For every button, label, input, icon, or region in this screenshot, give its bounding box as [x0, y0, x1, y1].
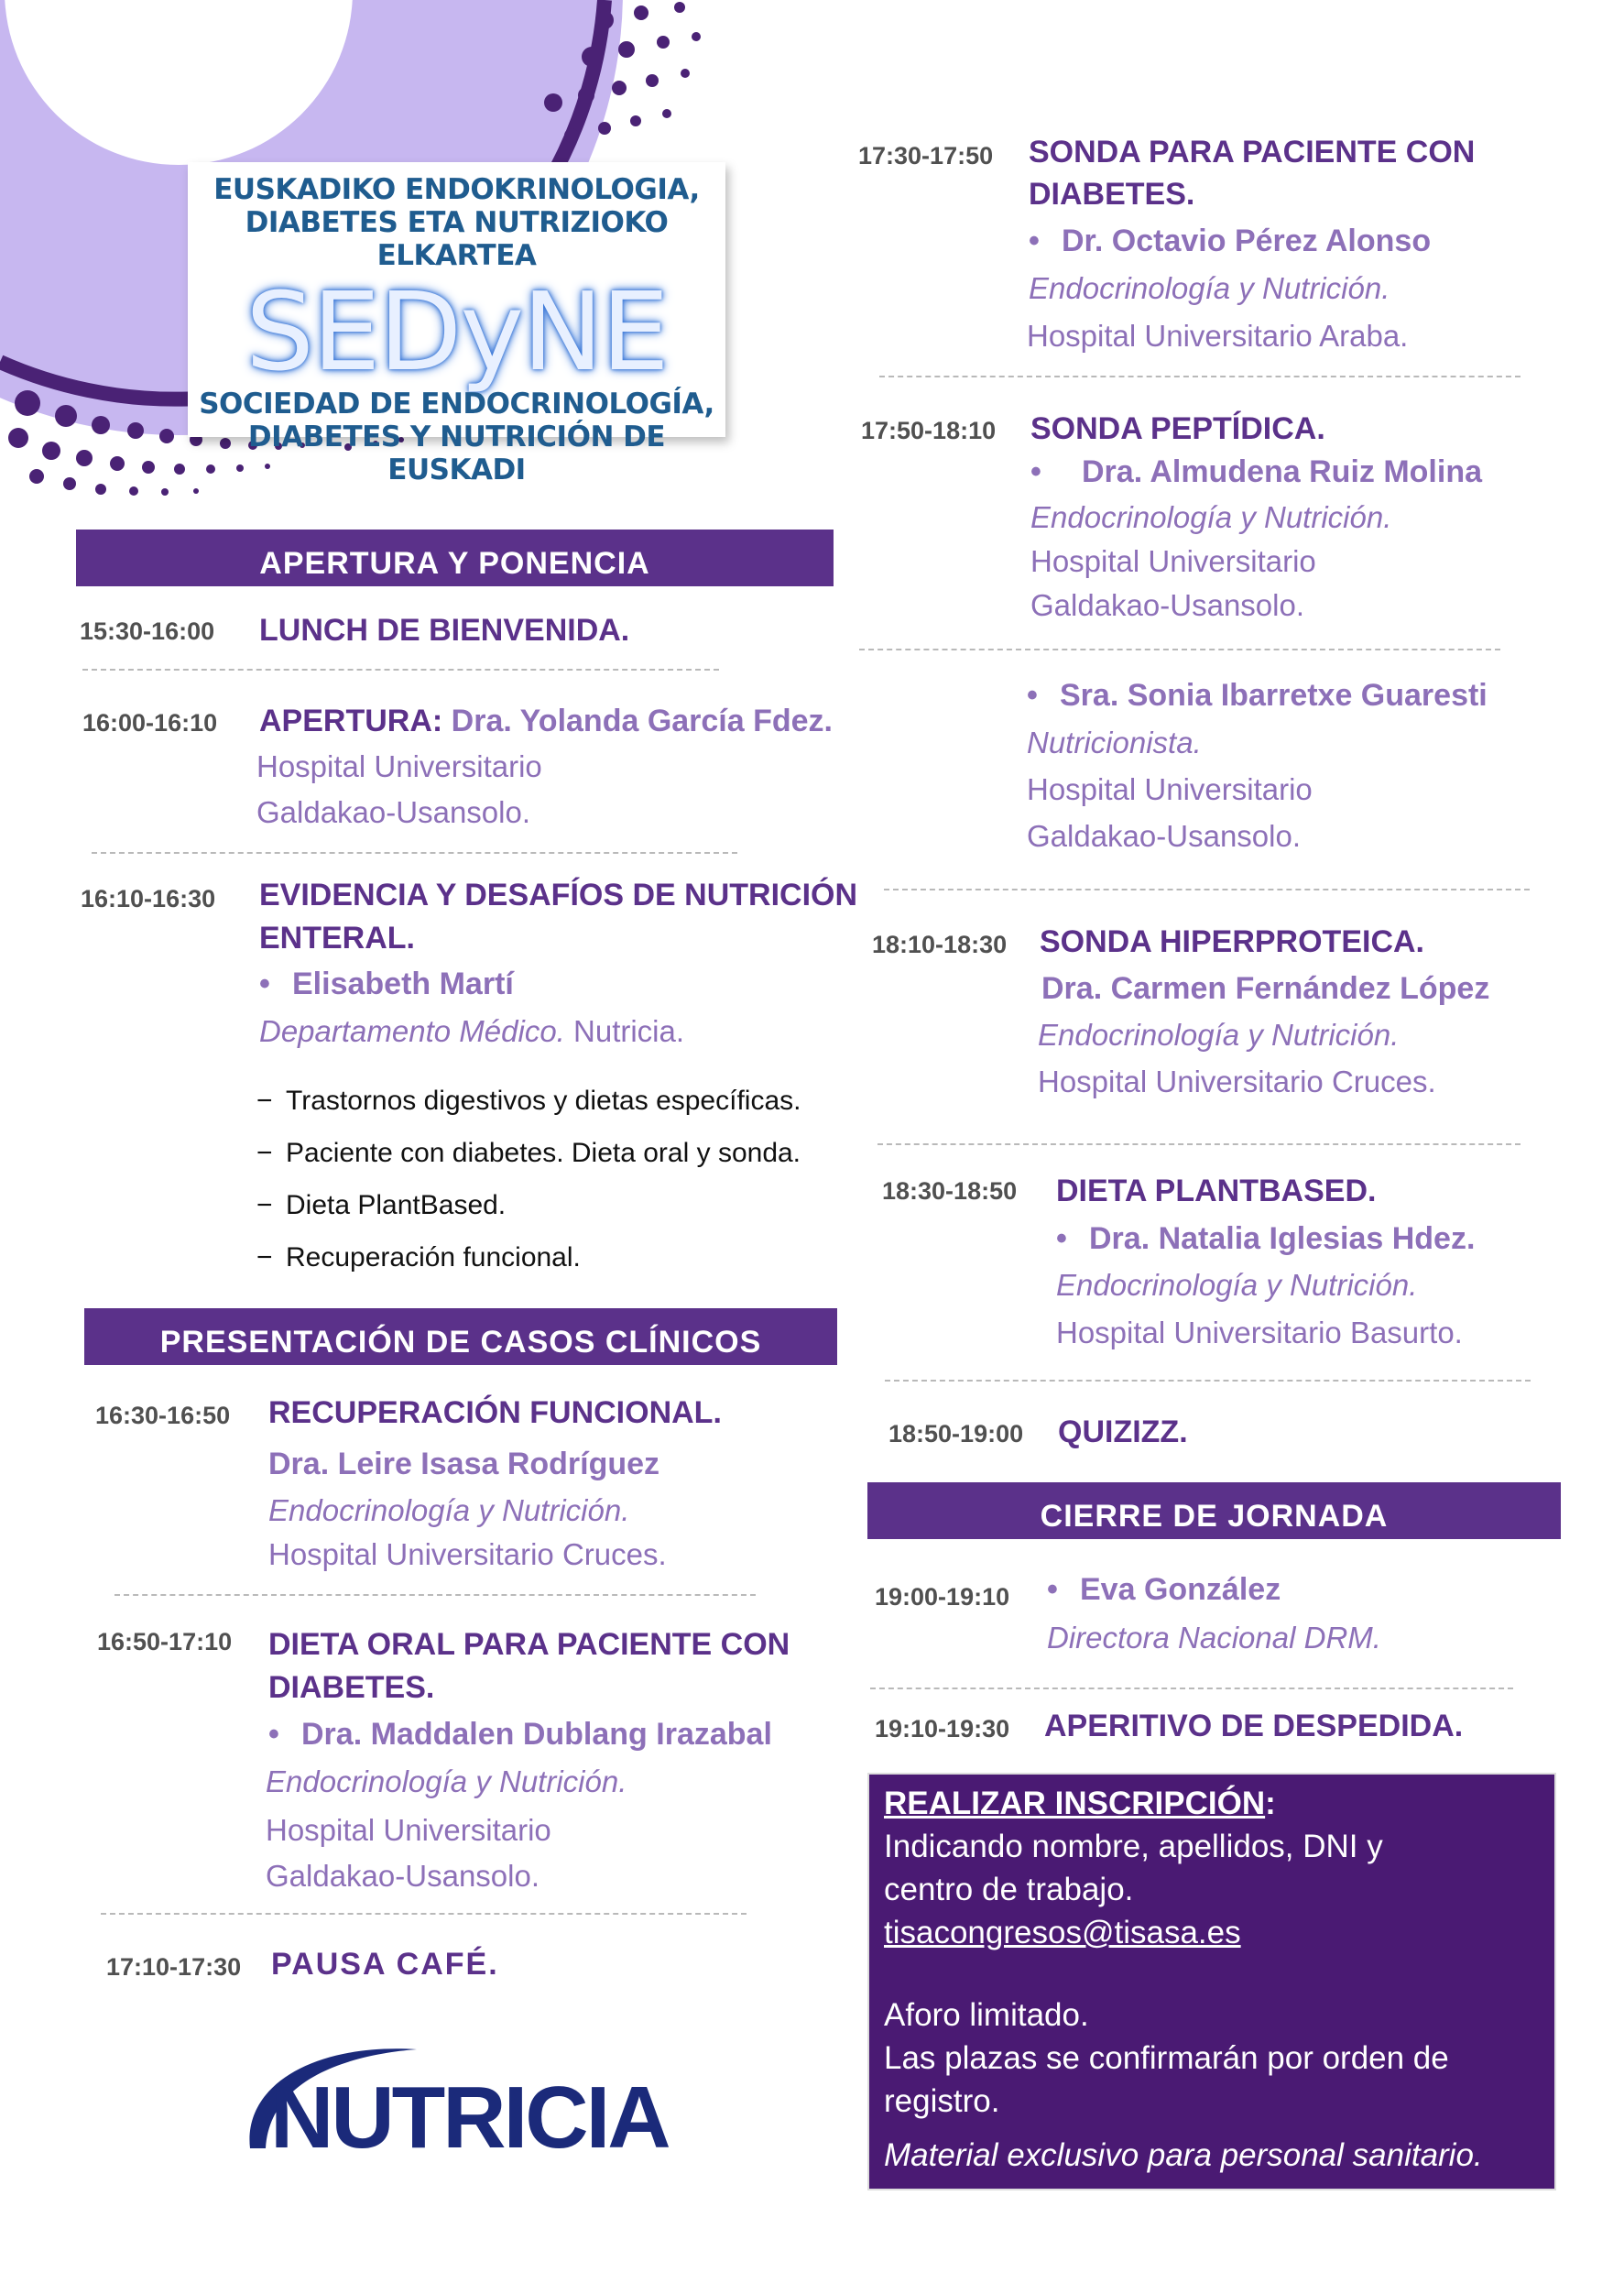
session-time: 16:10-16:30: [81, 885, 216, 912]
speaker-name: • Elisabeth Martí: [259, 967, 514, 1001]
registration-text: Aforo limitado.: [884, 1997, 1089, 2033]
speaker-role: Endocrinología y Nutrición.: [266, 1764, 627, 1798]
nutricia-wordmark: NUTRICIA: [270, 2069, 669, 2167]
divider: [101, 1913, 747, 1915]
decorative-dot: [595, 11, 614, 29]
decorative-dot: [564, 128, 579, 143]
topic-list: [256, 1075, 801, 1283]
speaker-name: • Dr. Octavio Pérez Alonso: [1029, 224, 1432, 258]
speaker-role: Nutricionista.: [1027, 726, 1202, 759]
decorative-dot: [129, 486, 138, 496]
logo-top-line1: EUSKADIKO ENDOKRINOLOGIA,: [213, 173, 700, 206]
session-title: RECUPERACIÓN FUNCIONAL.: [268, 1395, 722, 1430]
decorative-dot: [29, 469, 44, 484]
hospital: Hospital Universitario Araba.: [1027, 319, 1409, 353]
session-title: DIETA PLANTBASED.: [1056, 1174, 1377, 1208]
logo-main-text: SEDyNE: [245, 268, 668, 395]
speaker-name: Dra. Leire Isasa Rodríguez: [268, 1447, 660, 1481]
decorative-dot: [159, 429, 174, 443]
divider: [877, 1143, 1520, 1145]
logo-bottom-line1: SOCIEDAD DE ENDOCRINOLOGÍA,: [199, 388, 714, 421]
logo-top-line2: DIABETES ETA NUTRIZIOKO ELKARTEA: [245, 206, 669, 272]
speaker-role: Endocrinología y Nutrición.: [1056, 1268, 1418, 1302]
speaker-name: Dra. Carmen Fernández López: [1041, 971, 1490, 1006]
decorative-dot: [582, 47, 602, 67]
registration-heading: REALIZAR INSCRIPCIÓN:: [884, 1786, 1276, 1821]
decorative-dot: [127, 422, 144, 439]
session-title: APERTURA: Dra. Yolanda García Fdez.: [259, 704, 834, 738]
decorative-dot: [15, 390, 40, 416]
registration-text: centro de trabajo.: [884, 1872, 1134, 1907]
decorative-dot: [8, 428, 28, 448]
hospital: Hospital Universitario: [1030, 544, 1316, 578]
session-title: SONDA PARA PACIENTE CON: [1029, 135, 1476, 169]
speaker-role: Directora Nacional DRM.: [1047, 1621, 1381, 1655]
registration-text: Indicando nombre, apellidos, DNI y: [884, 1829, 1383, 1864]
speaker-role: Departamento Médico. Nutricia.: [259, 1014, 685, 1048]
decorative-dot: [55, 405, 77, 427]
session-title: LUNCH DE BIENVENIDA.: [259, 613, 630, 648]
nutricia-logo: [234, 2029, 669, 2167]
section-apertura-header: APERTURA Y PONENCIA: [76, 530, 834, 586]
decorative-dot: [662, 109, 671, 118]
disclaimer: Material exclusivo para personal sanitario.: [884, 2137, 1483, 2173]
session-time: 18:10-18:30: [872, 931, 1008, 958]
hospital: Hospital Universitario: [256, 749, 542, 783]
session-time: 18:30-18:50: [882, 1177, 1018, 1205]
session-title: SONDA PEPTÍDICA.: [1030, 411, 1325, 446]
registration-box: [867, 1773, 1556, 2190]
divider: [879, 376, 1520, 377]
decorative-dot: [692, 32, 701, 41]
speaker-name: Dra. Yolanda García Fdez.: [451, 704, 834, 738]
decorative-dot: [646, 74, 659, 87]
session-time: 17:10-17:30: [106, 1953, 242, 1981]
decorative-dot: [161, 488, 169, 496]
list-item: − Recuperación funcional.: [256, 1242, 581, 1273]
decorative-dot: [681, 69, 690, 78]
decorative-dot: [612, 81, 627, 95]
registration-text: registro.: [884, 2083, 1000, 2119]
speaker-name: • Eva González: [1047, 1572, 1281, 1607]
decorative-dot: [193, 488, 199, 494]
session-title: APERITIVO DE DESPEDIDA.: [1044, 1709, 1464, 1743]
session-time: 16:50-17:10: [97, 1628, 233, 1655]
decorative-dot: [674, 2, 685, 13]
hospital: Hospital Universitario Cruces.: [268, 1537, 667, 1571]
session-title: EVIDENCIA Y DESAFÍOS DE NUTRICIÓN: [259, 878, 858, 912]
hospital: Hospital Universitario Basurto.: [1056, 1316, 1463, 1349]
divider: [884, 889, 1530, 890]
session-title: PAUSA CAFÉ.: [271, 1947, 499, 1982]
sedyne-logo: [188, 162, 725, 486]
session-time: 19:10-19:30: [875, 1715, 1010, 1742]
hospital: Galdakao-Usansolo.: [1030, 588, 1304, 622]
decorative-dot: [634, 5, 649, 20]
hospital: Galdakao-Usansolo.: [1027, 819, 1301, 853]
session-time: 17:50-18:10: [861, 417, 997, 444]
session-time: 19:00-19:10: [875, 1583, 1010, 1611]
decorative-dot: [92, 416, 110, 434]
registration-email-link[interactable]: tisacongresos@tisasa.es: [884, 1915, 1241, 1950]
decorative-dot: [657, 36, 670, 49]
speaker-name: • Dra. Natalia Iglesias Hdez.: [1056, 1221, 1476, 1256]
decorative-dot: [578, 87, 594, 104]
session-title: DIABETES.: [1029, 177, 1195, 212]
speaker-name: • Sra. Sonia Ibarretxe Guaresti: [1027, 678, 1488, 713]
decorative-dot: [174, 464, 185, 475]
session-title: ENTERAL.: [259, 921, 415, 956]
speaker-role: Endocrinología y Nutrición.: [1038, 1018, 1400, 1052]
divider: [92, 852, 737, 854]
session-title: QUIZIZZ.: [1058, 1415, 1188, 1449]
session-time: 15:30-16:00: [80, 617, 215, 645]
divider: [859, 649, 1500, 650]
section-casos-header: PRESENTACIÓN DE CASOS CLÍNICOS: [84, 1308, 837, 1365]
speaker-name: • Dra. Maddalen Dublang Irazabal: [268, 1717, 772, 1752]
speaker-role: Endocrinología y Nutrición.: [268, 1493, 630, 1527]
divider: [82, 669, 719, 671]
decorative-dot: [618, 41, 635, 58]
decorative-dot: [42, 442, 60, 460]
speaker-role: Endocrinología y Nutrición.: [1030, 500, 1392, 534]
decorative-dot: [630, 115, 641, 126]
decorative-dot: [95, 484, 106, 495]
divider: [870, 1688, 1513, 1689]
divider: [114, 1594, 756, 1596]
hospital: Galdakao-Usansolo.: [256, 795, 530, 829]
session-title: DIETA ORAL PARA PACIENTE CON: [268, 1627, 790, 1662]
speaker-role: Endocrinología y Nutrición.: [1029, 271, 1390, 305]
decorative-dot: [110, 456, 125, 471]
decorative-dot: [76, 450, 93, 466]
hospital: Hospital Universitario: [1027, 772, 1313, 806]
logo-bottom-line2: DIABETES Y NUTRICIÓN DE EUSKADI: [247, 421, 666, 486]
decorative-dot: [544, 93, 562, 112]
section-cierre-header: CIERRE DE JORNADA: [867, 1482, 1561, 1539]
hospital: Hospital Universitario: [266, 1813, 551, 1847]
hospital: Galdakao-Usansolo.: [266, 1859, 540, 1893]
speaker-name: • Dra. Almudena Ruiz Molina: [1030, 454, 1483, 489]
session-time: 17:30-17:50: [858, 142, 994, 169]
divider: [885, 1380, 1531, 1382]
session-time: 18:50-19:00: [888, 1420, 1024, 1447]
decorative-dot: [63, 477, 76, 490]
session-time: 16:30-16:50: [95, 1402, 231, 1429]
session-title: DIABETES.: [268, 1670, 435, 1705]
session-time: 16:00-16:10: [82, 709, 218, 737]
list-item: − Paciente con diabetes. Dieta oral y sonda.: [256, 1138, 801, 1168]
decorative-dot: [598, 122, 611, 135]
list-item: − Dieta PlantBased.: [256, 1190, 507, 1220]
list-item: − Trastornos digestivos y dietas específicas.: [256, 1086, 801, 1116]
hospital: Hospital Universitario Cruces.: [1038, 1065, 1436, 1098]
session-title: SONDA HIPERPROTEICA.: [1040, 924, 1425, 959]
registration-text: Las plazas se confirmarán por orden de: [884, 2040, 1449, 2076]
decorative-dot: [142, 461, 155, 474]
